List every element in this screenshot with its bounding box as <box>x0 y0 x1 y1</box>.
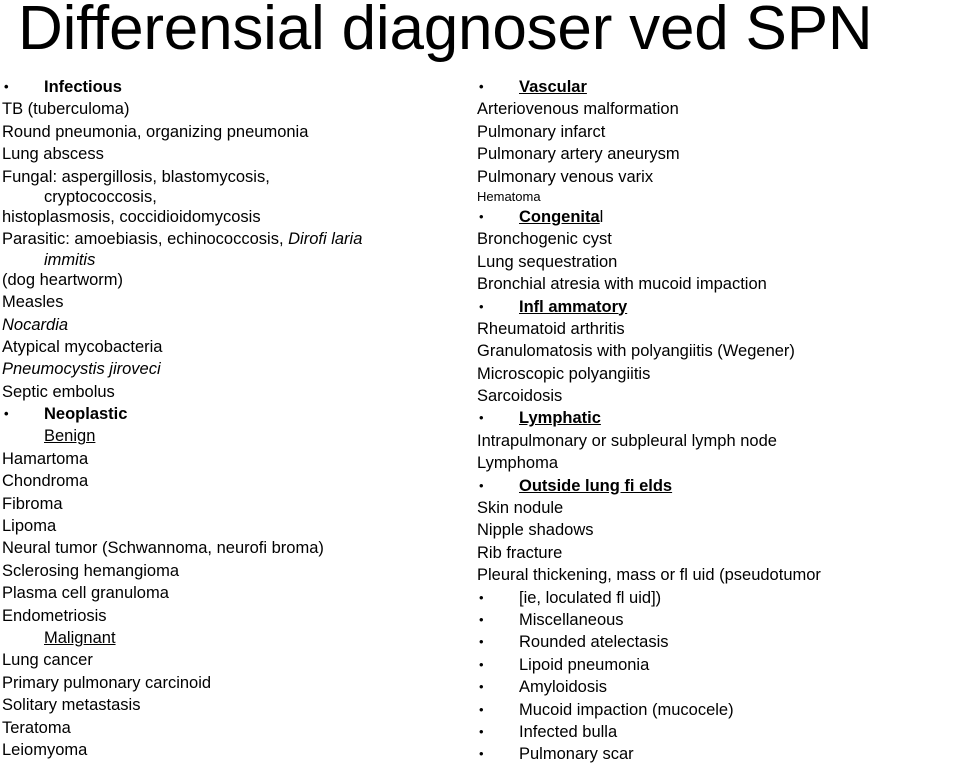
list-item: Septic embolus <box>2 382 115 401</box>
list-item: Skin nodule <box>477 499 564 518</box>
bullet-icon: • <box>479 611 484 627</box>
bullet-icon: • <box>479 679 484 695</box>
section-heading-vascular: • Vascular <box>477 76 957 98</box>
right-column <box>477 76 957 766</box>
bullet-icon: • <box>479 410 484 426</box>
list-item: histoplasmosis, coccidioidomycosis <box>2 207 261 226</box>
section-heading-neoplastic: • Neoplastic <box>2 403 462 425</box>
list-item: Neural tumor (Schwannoma, neurofi broma) <box>2 539 324 558</box>
list-item: Granulomatosis with polyangiitis (Wegener) <box>477 342 795 361</box>
list-item: (dog heartworm) <box>2 270 124 289</box>
list-item: Rib fracture <box>477 543 563 562</box>
list-item: Atypical mycobacteria <box>2 337 163 356</box>
bullet-icon: • <box>479 656 484 672</box>
section-heading-inflammatory: • Infl ammatory <box>477 296 957 318</box>
list-item: Pulmonary venous varix <box>477 167 654 186</box>
bullet-icon: • <box>479 634 484 650</box>
section-heading-congenital: • Congenital <box>477 206 957 228</box>
list-item: Lymphoma <box>477 454 559 473</box>
bullet-icon: • <box>479 298 484 314</box>
list-item: Nipple shadows <box>477 521 594 540</box>
subheading-malignant: Malignant <box>44 628 116 647</box>
list-item: Hematoma <box>477 188 541 204</box>
list-item: Arteriovenous malformation <box>477 100 679 119</box>
list-item: Pulmonary infarct <box>477 122 606 141</box>
list-item: Parasitic: amoebiasis, echinococcosis, Dirofi laria <box>2 230 363 249</box>
list-item: Fungal: aspergillosis, blastomycosis, <box>2 167 270 186</box>
list-item: • Amyloidosis <box>477 676 957 698</box>
list-item: Microscopic polyangiitis <box>477 364 651 383</box>
list-item: Lung sequestration <box>477 252 618 271</box>
list-item: Solitary metastasis <box>2 696 141 715</box>
bullet-icon: • <box>479 701 484 717</box>
bullet-icon: • <box>479 723 484 739</box>
list-item: Sarcoidosis <box>477 387 563 406</box>
list-item: Hamartoma <box>2 449 89 468</box>
list-item: • Rounded atelectasis <box>477 631 957 653</box>
list-item: Rheumatoid arthritis <box>477 319 625 338</box>
bullet-icon: • <box>479 589 484 605</box>
page-title: Differensial diagnoser ved SPN <box>18 0 873 63</box>
list-item: Sclerosing hemangioma <box>2 561 180 580</box>
list-item: Lung abscess <box>2 145 104 164</box>
list-item: • Lipoid pneumonia <box>477 654 957 676</box>
list-item: Pneumocystis jiroveci <box>2 360 161 379</box>
list-item: Nocardia <box>2 315 69 334</box>
list-item: Leiomyoma <box>2 740 88 759</box>
list-item: Plasma cell granuloma <box>2 584 169 603</box>
list-item: Chondroma <box>2 472 89 491</box>
list-item: Lung cancer <box>2 651 93 670</box>
list-item: • Infected bulla <box>477 721 957 743</box>
list-item: Teratoma <box>2 718 71 737</box>
left-column <box>2 76 462 761</box>
list-item: Round pneumonia, organizing pneumonia <box>2 122 309 141</box>
list-item: cryptococcosis, <box>44 187 157 206</box>
section-heading-infectious: • Infectious <box>2 76 462 98</box>
list-item: Pleural thickening, mass or fl uid (pseudotumor <box>477 566 821 585</box>
list-item: • [ie, loculated fl uid]) <box>477 587 957 609</box>
list-item: Intrapulmonary or subpleural lymph node <box>477 431 777 450</box>
list-item: Endometriosis <box>2 606 107 625</box>
list-item: Bronchial atresia with mucoid impaction <box>477 275 767 294</box>
bullet-icon: • <box>4 79 9 94</box>
list-item: • Pulmonary scar <box>477 743 957 765</box>
list-item: Lipoma <box>2 517 57 536</box>
list-item: • Mucoid impaction (mucocele) <box>477 699 957 721</box>
list-item: Measles <box>2 293 64 312</box>
bullet-icon: • <box>479 746 484 762</box>
section-heading-outside-lung-fields: • Outside lung fi elds <box>477 475 957 497</box>
bullet-icon: • <box>479 477 484 493</box>
bullet-icon: • <box>4 406 9 422</box>
bullet-icon: • <box>479 79 484 94</box>
list-item: immitis <box>44 250 96 269</box>
list-item: Pulmonary artery aneurysm <box>477 145 680 164</box>
list-item: • Miscellaneous <box>477 609 957 631</box>
list-item: Fibroma <box>2 494 63 513</box>
bullet-icon: • <box>479 208 484 224</box>
section-heading-lymphatic: • Lymphatic <box>477 407 957 429</box>
subheading-benign: Benign <box>44 427 96 446</box>
list-item: Primary pulmonary carcinoid <box>2 673 212 692</box>
list-item: TB (tuberculoma) <box>2 100 130 119</box>
list-item: Bronchogenic cyst <box>477 230 612 249</box>
